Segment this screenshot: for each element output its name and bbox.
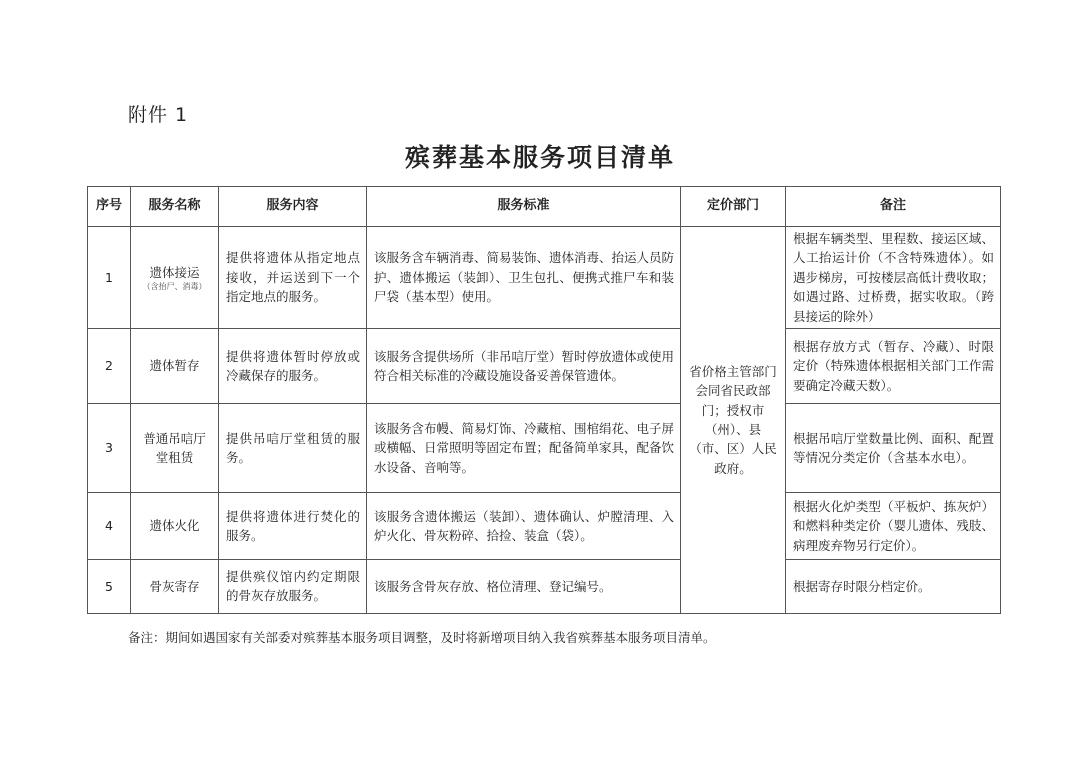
row-number: 3 (88, 403, 131, 492)
row-remark: 根据火化炉类型（平板炉、拣灰炉）和燃料种类定价（婴儿遗体、残肢、病理废弃物另行定价）。 (786, 492, 1001, 559)
row-number: 5 (88, 559, 131, 613)
row-service-name: 遗体火化 (131, 492, 219, 559)
row-service-content: 提供将遗体进行焚化的服务。 (219, 492, 367, 559)
row-service-standard: 该服务含车辆消毒、简易装饰、遗体消毒、抬运人员防护、遗体搬运（装卸）、卫生包扎、便携式推尸车和装尸袋（基本型）使用。 (367, 227, 681, 329)
header-pricing-department: 定价部门 (681, 187, 786, 227)
row-service-name: 骨灰寄存 (131, 559, 219, 613)
header-remark: 备注 (786, 187, 1001, 227)
footnote: 备注：期间如遇国家有关部委对殡葬基本服务项目调整，及时将新增项目纳入我省殡葬基本服务项目清单。 (128, 630, 716, 645)
attachment-label: 附件 1 (128, 104, 189, 126)
header-service-name: 服务名称 (131, 187, 219, 227)
row-number: 2 (88, 328, 131, 403)
row-remark: 根据车辆类型、里程数、接运区域、人工抬运计价（不含特殊遗体）。如遇步梯房，可按楼层高低计费收取；如遇过路、过桥费，据实收取。（跨县接运的除外） (786, 227, 1001, 329)
row-number: 1 (88, 227, 131, 329)
row-remark: 根据吊唁厅堂数量比例、面积、配置等情况分类定价（含基本水电）。 (786, 403, 1001, 492)
header-number: 序号 (88, 187, 131, 227)
row-number: 4 (88, 492, 131, 559)
header-service-standard: 服务标准 (367, 187, 681, 227)
row-service-content: 提供吊唁厅堂租赁的服务。 (219, 403, 367, 492)
row-service-name-text: 遗体接运 (149, 264, 200, 280)
row-service-standard: 该服务含骨灰存放、格位清理、登记编号。 (367, 559, 681, 613)
row-service-name: 遗体暂存 (131, 328, 219, 403)
row-service-content: 提供将遗体暂时停放或冷藏保存的服务。 (219, 328, 367, 403)
row-service-content: 提供将遗体从指定地点接收，并运送到下一个指定地点的服务。 (219, 227, 367, 329)
table-row (88, 403, 1001, 492)
table-row (88, 227, 1001, 329)
row-service-name-sub: （含抬尸、消毒） (142, 281, 207, 291)
header-service-content: 服务内容 (219, 187, 367, 227)
row-remark: 根据存放方式（暂存、冷藏）、时限定价（特殊遗体根据相关部门工作需要确定冷藏天数）。 (786, 328, 1001, 403)
table-row (88, 559, 1001, 613)
row-service-name: 普通吊唁厅堂租赁 (131, 403, 219, 492)
row-service-standard: 该服务含布幔、简易灯饰、冷藏棺、围棺绢花、电子屏或横幅、日常照明等固定布置；配备简单家具，配备饮水设备、音响等。 (367, 403, 681, 492)
row-service-standard: 该服务含遗体搬运（装卸）、遗体确认、炉膛清理、入炉火化、骨灰粉碎、拾捡、装盒（袋）。 (367, 492, 681, 559)
row-remark: 根据寄存时限分档定价。 (786, 559, 1001, 613)
row-service-standard: 该服务含提供场所（非吊唁厅堂）暂时停放遗体或使用符合相关标准的冷藏设施设备妥善保管遗体。 (367, 328, 681, 403)
table-header-row (88, 187, 1001, 227)
service-list-table (87, 186, 1001, 614)
page-title: 殡葬基本服务项目清单 (404, 143, 675, 172)
pricing-department-cell: 省价格主管部门会同省民政部门；授权市（州）、县（市、区）人民政府。 (681, 227, 786, 614)
table-row (88, 492, 1001, 559)
table-row (88, 328, 1001, 403)
row-service-content: 提供殡仪馆内约定期限的骨灰存放服务。 (219, 559, 367, 613)
row-service-name (131, 227, 219, 329)
